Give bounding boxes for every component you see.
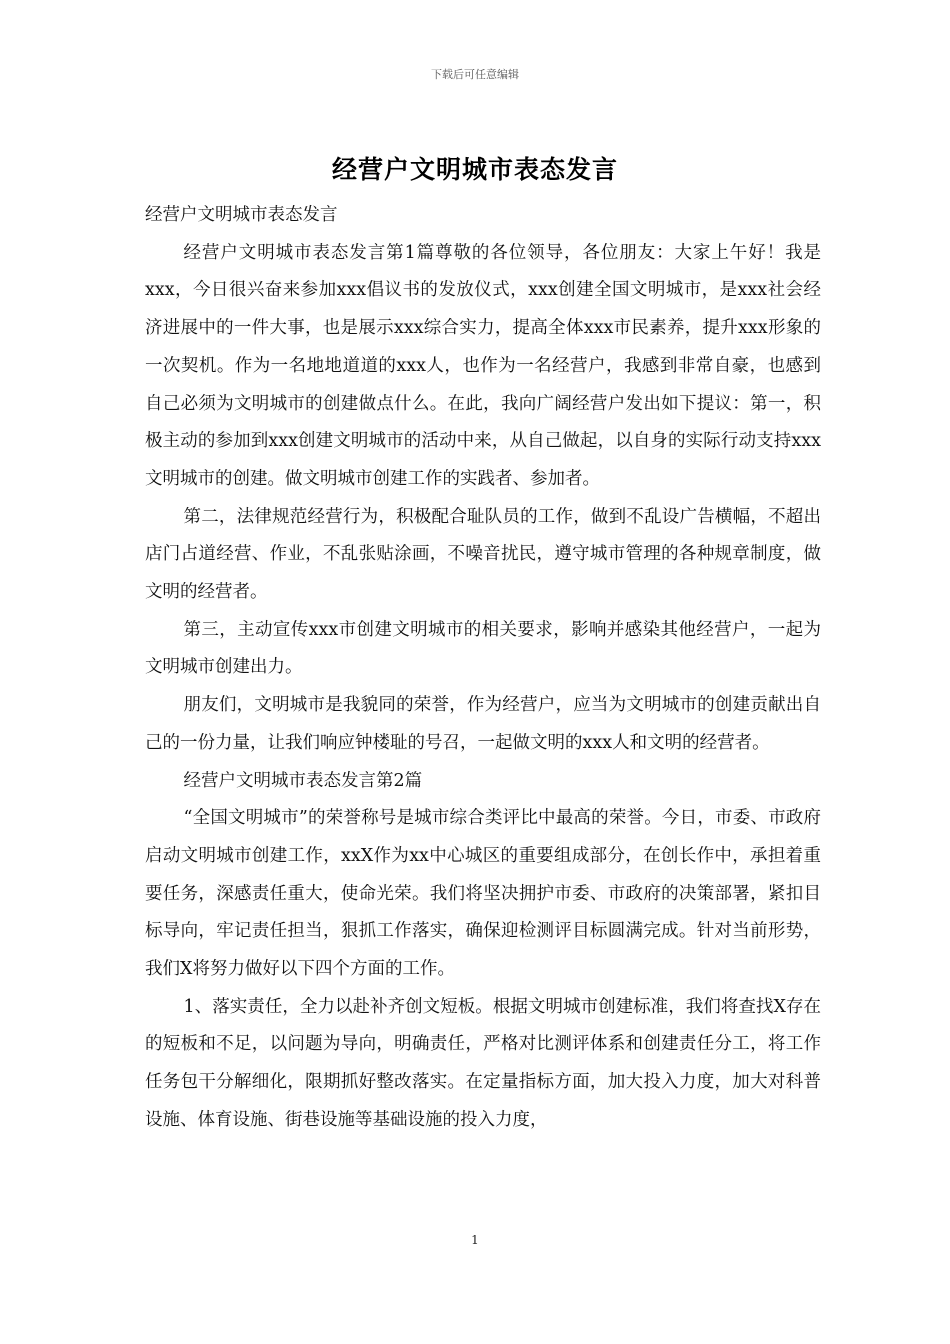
document-subtitle: 经营户文明城市表态发言 <box>145 205 338 225</box>
section-heading: 经营户文明城市表态发言第2篇 <box>183 770 423 791</box>
paragraph: “全国文明城市”的荣誉称号是城市综合类评比中最高的荣誉。今日，市委、市政府启动文明城市创建工作，xxX作为xx中心城区的重要组成部分，在创长作中，承担着重要任务，深感责任重大，使命光荣。我们将坚决拥护市委、市政府的决策部署，紧扣目标导向，牢记责任担当，狠抓工作落实，确保迎检测评目标圆满完成。针对当前形势，我们X将努力做好以下四个方面的工作。 <box>145 808 821 980</box>
document-title: 经营户文明城市表态发言 <box>331 155 618 184</box>
paragraph: 第二，法律规范经营行为，积极配合耻队员的工作，做到不乱设广告横幅，不超出店门占道经营、作业，不乱张贴涂画，不噪音扰民，遵守城市管理的各种规章制度，做文明的经营者。 <box>145 506 821 603</box>
paragraph: 朋友们，文明城市是我貌同的荣誉，作为经营户，应当为文明城市的创建贡献出自己的一份力量，让我们响应钟楼耻的号召，一起做文明的xxx人和文明的经营者。 <box>145 695 821 753</box>
paragraph: 第三，主动宣传xxx市创建文明城市的相关要求，影响并感染其他经营户，一起为文明城市创建出力。 <box>145 619 821 678</box>
document-body <box>145 197 821 1140</box>
paragraph: 经营户文明城市表态发言第1篇尊敬的各位领导，各位朋友：大家上午好！我是xxx，今日很兴奋来参加xxx倡议书的发放仪式，xxx创建全国文明城市，是xxx社会经济进展中的一件大事，也是展示xxx综合实力，提高全体xxx市民素养，提升xxx形象的一次契机。作为一名地地道道的xxx人，也作为一名经营户，我感到非常自豪，也感到自己必须为文明城市的创建做点什么。在此，我向广阔经营户发出如下提议：第一，积极主动的参加到xxx创建文明城市的活动中来，从自己做起，以自身的实际行动支持xxx文明城市的创建。做文明城市创建工作的实践者、参加者。 <box>145 242 821 489</box>
paragraph: 1、落实责任，全力以赴补齐创文短板。根据文明城市创建标准，我们将查找X存在的短板和不足，以问题为导向，明确责任，严格对比测评体系和创建责任分工，将工作任务包干分解细化，限期抓好整改落实。在定量指标方面，加大投入力度，加大对科普设施、体育设施、街巷设施等基础设施的投入力度， <box>145 996 821 1130</box>
header-note: 下载后可任意编辑 <box>431 68 519 81</box>
page-number: 1 <box>471 1233 479 1247</box>
